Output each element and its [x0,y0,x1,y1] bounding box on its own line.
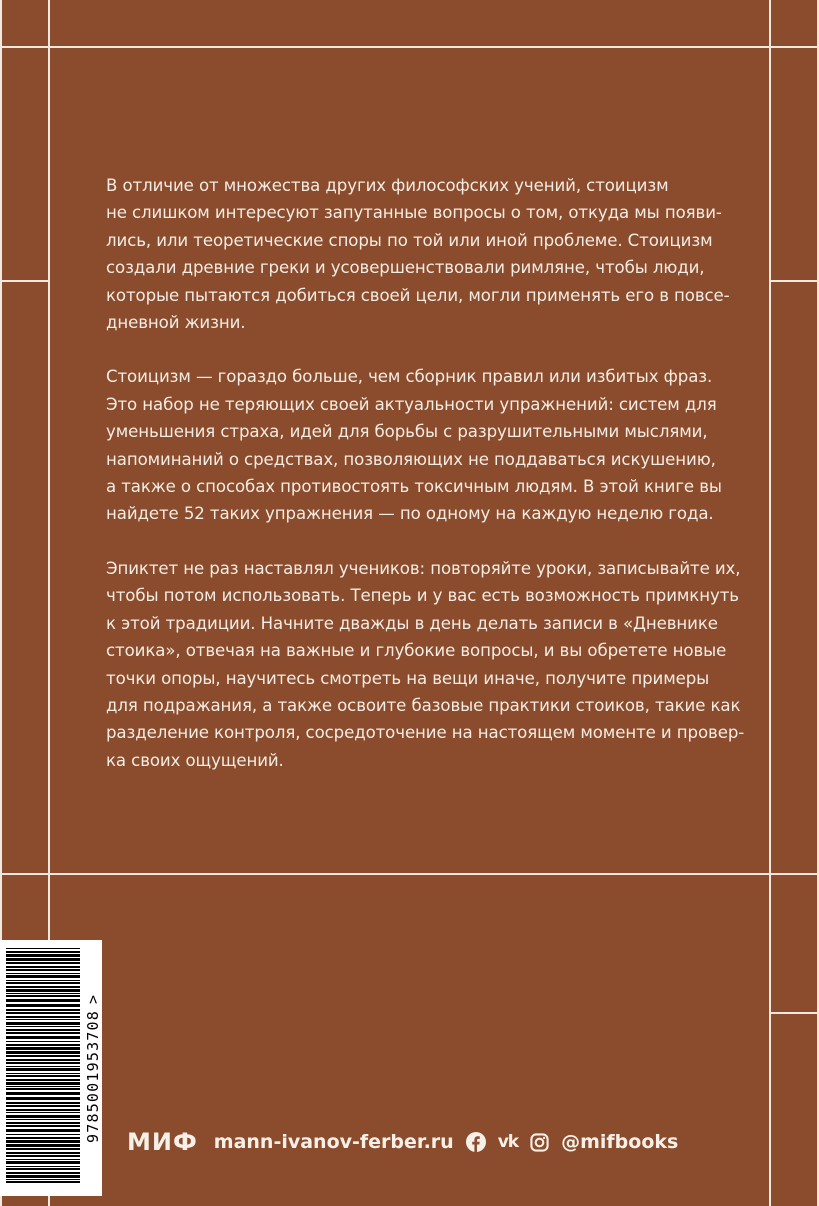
barcode-bar [6,969,80,971]
vk-icon[interactable] [498,1132,518,1152]
barcode-bar [6,1019,80,1020]
text-line: стоика», отвечая на важные и глубокие вопросы, и вы обретете новые [106,641,727,661]
barcode-bar [6,1036,80,1039]
barcode-bar [6,1086,80,1087]
barcode-bar [6,966,80,968]
barcode-bar [6,1119,80,1120]
barcode-bar [6,1152,80,1154]
frame-line-bottom [0,873,819,875]
barcode-bar [6,1041,80,1042]
publisher-footer [127,1124,678,1160]
barcode-bar [6,1144,80,1147]
barcode-bar [6,1047,80,1050]
barcode-bar [6,1051,80,1054]
publisher-logo: МИФ [127,1128,198,1156]
barcode-bar [6,1029,80,1031]
barcode-bar [6,1009,80,1011]
barcode-bar [6,1004,80,1007]
text-line: для подражания, а также освоите базовые практики стоиков, такие как [106,695,741,715]
barcode-bar [6,973,80,974]
barcode-bar [6,1059,80,1061]
barcode-bar [6,954,80,957]
barcode-bar [6,1044,80,1046]
paragraph-2 [106,363,722,527]
text-line: найдете 52 таких упражнения — по одному на каждую неделю года. [106,504,714,524]
barcode-bar [6,1068,80,1071]
barcode-bar [6,1075,80,1077]
paragraph-1 [106,172,730,336]
barcode-bar [6,1102,80,1104]
text-line: дневной жизни. [106,313,246,333]
barcode-bar [6,1016,80,1018]
text-line: В отличие от множества других философских учений, стоицизм [106,176,669,195]
text-line: Стоицизм — гораздо больше, чем сборник правил или избитых фраз. [106,367,713,387]
barcode-bar [6,1112,80,1113]
text-line: уменьшения страха, идей для борьбы с разрушительными мыслями, [106,422,708,442]
barcode-bar [6,1168,80,1170]
barcode-bar [6,1088,80,1090]
frame-tick-left-1 [0,280,49,282]
barcode-bar [6,1140,80,1143]
barcode-bar [6,1137,80,1139]
barcode-bar [6,1125,80,1127]
barcode-bar [6,995,80,997]
barcode-bar [6,1032,80,1034]
book-description [106,172,745,801]
barcode-bar [6,1026,80,1027]
barcode-bar [6,1122,80,1124]
text-line: а также о способах противостоять токсичным людям. В этой книге вы [106,477,722,497]
barcode-bar [6,1175,80,1178]
text-line: не слишком интересуют запутанные вопросы о том, откуда мы появи- [106,203,722,223]
barcode-bar [6,999,80,1002]
barcode-bar [6,1079,80,1081]
facebook-icon[interactable] [466,1132,486,1152]
barcode-bar [6,1115,80,1118]
barcode-bar [6,1166,80,1167]
text-line: которые пытаются добиться своей цели, могли применять его в повсе- [106,285,730,305]
barcode-bar [6,1097,80,1100]
vk-icon-label: vk [497,1132,519,1152]
barcode-bar [6,1105,80,1107]
text-line: Это набор не теряющих своей актуальности упражнений: систем для [106,394,717,414]
barcode-bar [6,962,80,964]
text-line: создали древние греки и усовершенствовали римляне, чтобы люди, [106,258,705,278]
social-handle[interactable]: @mifbooks [561,1131,679,1153]
barcode-bar [6,1082,80,1085]
frame-tick-right-1 [769,280,819,282]
text-line: чтобы потом использовать. Теперь и у вас есть возможность примкнуть [106,586,739,606]
barcode-bar [6,1179,80,1180]
isbn-digits: 9785001953708 [84,1009,102,1143]
isbn-marker: > [84,993,102,1004]
barcode-bar [6,1148,80,1150]
barcode-bar [6,1172,80,1174]
barcode-bar [6,975,80,978]
instagram-icon[interactable] [530,1133,549,1152]
barcode-bar [6,1109,80,1111]
text-line: разделение контроля, сосредоточение на настоящем моменте и провер- [106,723,745,743]
barcode-bar [6,1181,80,1183]
barcode-bar [6,986,80,988]
barcode-bar [6,1012,80,1014]
barcode-bar [6,1073,80,1074]
barcode-bar [6,958,80,961]
barcode-bar [6,948,80,949]
barcode-bar [6,993,80,994]
barcode-bar [6,1159,80,1160]
text-line: к этой традиции. Начните дважды в день делать записи в «Дневнике [106,613,718,633]
frame-tick-right-2 [769,1012,819,1014]
barcode-bar [6,1129,80,1132]
barcode-bar [6,1155,80,1157]
frame-line-right-inner [769,0,771,1206]
text-line: ка своих ощущений. [106,750,284,770]
barcode-bar [6,989,80,992]
barcode-bar [6,982,80,984]
publisher-website[interactable]: mann-ivanov-ferber.ru [213,1131,454,1153]
barcode-bar [6,1134,80,1135]
text-line: точки опоры, научитесь смотреть на вещи иначе, получите примеры [106,668,710,688]
text-line: лись, или теоретические споры по той или иной проблеме. Стоицизм [106,230,713,250]
paragraph-3 [106,555,745,774]
barcode-bar [6,1062,80,1064]
barcode-bar [6,1161,80,1164]
frame-line-top [0,46,819,48]
text-line: напоминаний о средствах, позволяющих не поддаваться искушению, [106,449,716,469]
text-line: Эпиктет не раз наставлял учеников: повторяйте уроки, записывайте их, [106,558,741,578]
barcode-bar [6,951,80,953]
barcode-bar [6,1092,80,1095]
barcode-bar [6,1055,80,1057]
barcode-bar [6,980,80,981]
barcode-bar [6,1066,80,1067]
barcode-bars [6,948,80,1188]
isbn-number [84,948,100,1188]
barcode-bar [6,1022,80,1025]
